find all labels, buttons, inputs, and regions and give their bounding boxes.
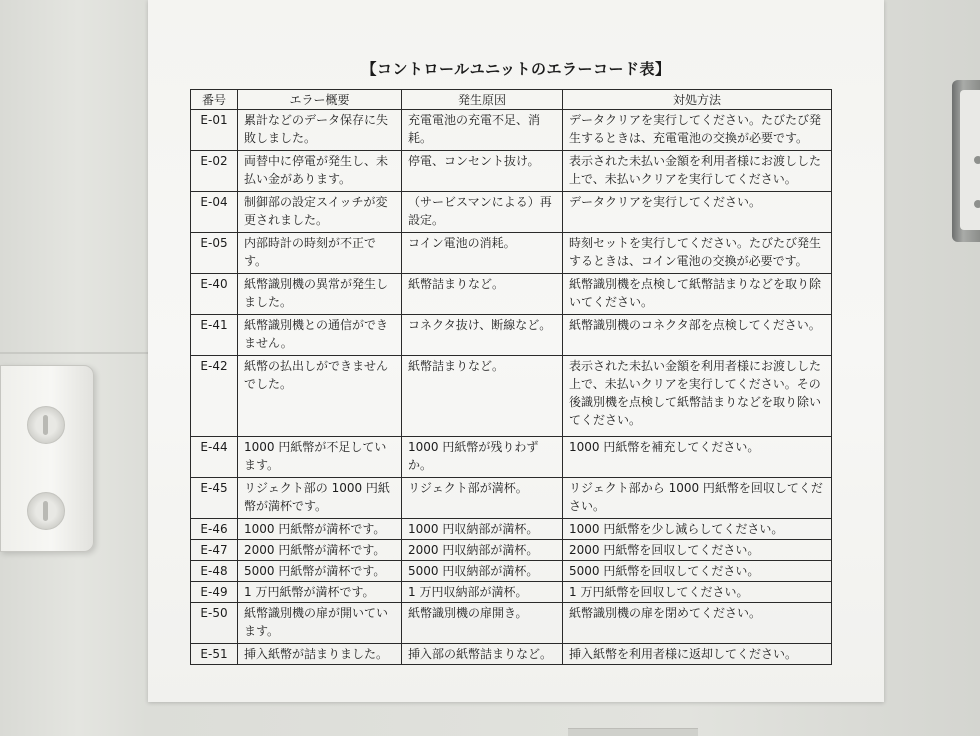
header-error-summary: エラー概要 [238,90,402,110]
error-code-table [190,89,832,665]
latch-screw-icon [974,156,980,164]
table-row [191,274,832,315]
error-code: E-45 [191,478,238,519]
error-cause: 紙幣詰まりなど。 [402,274,563,315]
table-row [191,519,832,540]
error-code: E-49 [191,582,238,603]
error-cause: 挿入部の紙幣詰まりなど。 [402,644,563,665]
error-code: E-40 [191,274,238,315]
error-summary: 5000 円紙幣が満杯です。 [238,561,402,582]
error-remedy: 5000 円紙幣を回収してください。 [563,561,832,582]
error-remedy: 1000 円紙幣を少し減らしてください。 [563,519,832,540]
table-row [191,192,832,233]
latch-screw-icon [974,200,980,208]
wall-seam [0,352,150,354]
door-hinge [0,365,94,552]
error-cause: （サービスマンによる）再設定。 [402,192,563,233]
error-code: E-02 [191,151,238,192]
error-summary: 1000 円紙幣が不足しています。 [238,437,402,478]
error-code: E-05 [191,233,238,274]
table-row [191,582,832,603]
table-header-row [191,90,832,110]
hinge-screw-icon [27,492,65,530]
error-summary: 両替中に停電が発生し、未払い金があります。 [238,151,402,192]
error-remedy: 1000 円紙幣を補充してください。 [563,437,832,478]
error-remedy: データクリアを実行してください。たびたび発生するときは、充電電池の交換が必要です。 [563,110,832,151]
error-remedy: 表示された未払い金額を利用者様にお渡しした上で、未払いクリアを実行してください。 [563,151,832,192]
error-code: E-41 [191,315,238,356]
error-remedy: 紙幣識別機の扉を閉めてください。 [563,603,832,644]
error-remedy: 1 万円紙幣を回収してください。 [563,582,832,603]
error-remedy: 時刻セットを実行してください。たびたび発生するときは、コイン電池の交換が必要です。 [563,233,832,274]
error-cause: コイン電池の消耗。 [402,233,563,274]
error-cause: 停電、コンセント抜け。 [402,151,563,192]
error-remedy: 紙幣識別機を点検して紙幣詰まりなどを取り除いてください。 [563,274,832,315]
header-remedy: 対処方法 [563,90,832,110]
table-row [191,540,832,561]
table-row [191,356,832,437]
error-remedy: リジェクト部から 1000 円紙幣を回収してください。 [563,478,832,519]
error-cause: 1000 円収納部が満杯。 [402,519,563,540]
error-cause: 紙幣詰まりなど。 [402,356,563,437]
table-row [191,315,832,356]
error-summary: 紙幣の払出しができませんでした。 [238,356,402,437]
error-cause: 1000 円紙幣が残りわずか。 [402,437,563,478]
cabinet-latch [952,80,980,242]
error-code: E-44 [191,437,238,478]
error-summary: 挿入紙幣が詰まりました。 [238,644,402,665]
table-row [191,437,832,478]
error-summary: 紙幣識別機の扉が開いています。 [238,603,402,644]
error-code: E-51 [191,644,238,665]
table-row [191,110,832,151]
error-remedy: 2000 円紙幣を回収してください。 [563,540,832,561]
table-row [191,561,832,582]
error-summary: 1000 円紙幣が満杯です。 [238,519,402,540]
error-summary: 2000 円紙幣が満杯です。 [238,540,402,561]
latch-plate [960,90,980,230]
sheet-title: 【コントロールユニットのエラーコード表】 [361,60,671,78]
error-cause: 2000 円収納部が満杯。 [402,540,563,561]
error-code: E-47 [191,540,238,561]
table-row [191,478,832,519]
error-cause: 5000 円収納部が満杯。 [402,561,563,582]
hinge-screw-icon [27,406,65,444]
error-summary: 制御部の設定スイッチが変更されました。 [238,192,402,233]
error-code-sheet [148,0,884,702]
error-remedy: 挿入紙幣を利用者様に返却してください。 [563,644,832,665]
error-code: E-01 [191,110,238,151]
table-row [191,233,832,274]
error-summary: 累計などのデータ保存に失敗しました。 [238,110,402,151]
error-cause: コネクタ抜け、断線など。 [402,315,563,356]
error-code: E-42 [191,356,238,437]
table-row [191,644,832,665]
error-cause: 1 万円収納部が満杯。 [402,582,563,603]
error-code: E-46 [191,519,238,540]
error-cause: 紙幣識別機の扉開き。 [402,603,563,644]
error-summary: 1 万円紙幣が満杯です。 [238,582,402,603]
error-remedy: データクリアを実行してください。 [563,192,832,233]
error-cause: 充電電池の充電不足、消耗。 [402,110,563,151]
header-cause: 発生原因 [402,90,563,110]
error-summary: 内部時計の時刻が不正です。 [238,233,402,274]
header-number: 番号 [191,90,238,110]
error-summary: 紙幣識別機との通信ができません。 [238,315,402,356]
error-cause: リジェクト部が満杯。 [402,478,563,519]
error-code: E-50 [191,603,238,644]
table-row [191,151,832,192]
table-row [191,603,832,644]
error-remedy: 紙幣識別機のコネクタ部を点検してください。 [563,315,832,356]
error-remedy: 表示された未払い金額を利用者様にお渡しした上で、未払いクリアを実行してください。その後識別機を点検して紙幣詰まりなどを取り除いてください。 [563,356,832,437]
error-summary: リジェクト部の 1000 円紙幣が満杯です。 [238,478,402,519]
error-code: E-48 [191,561,238,582]
error-code: E-04 [191,192,238,233]
error-summary: 紙幣識別機の異常が発生しました。 [238,274,402,315]
